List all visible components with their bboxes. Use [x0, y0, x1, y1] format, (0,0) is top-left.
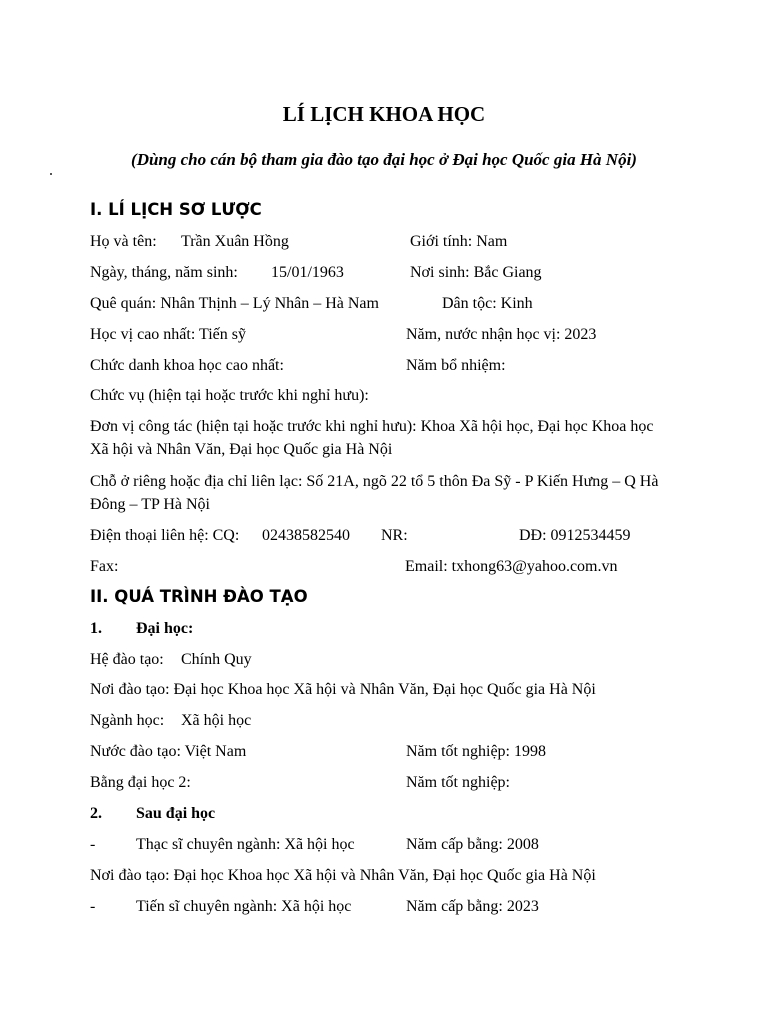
degree-field: Học vị cao nhất: Tiến sỹ [90, 326, 246, 343]
masters-bullet: - [90, 836, 96, 853]
masters-field: Thạc sĩ chuyên ngành: Xã hội học [136, 836, 355, 853]
country-field: Nước đào tạo: Việt Nam [90, 743, 247, 760]
stray-dot [50, 173, 52, 175]
academic-title-field: Chức danh khoa học cao nhất: [90, 357, 284, 374]
postgrad-number: 2. [90, 805, 102, 822]
dob-label: Ngày, tháng, năm sinh: [90, 264, 238, 281]
page-subtitle: (Dùng cho cán bộ tham gia đào tạo đại học ở Đại học Quốc gia Hà Nội) [131, 150, 637, 169]
graduation-year-field: Năm tốt nghiệp: 1998 [406, 743, 546, 760]
phd-year-field: Năm cấp bằng: 2023 [406, 898, 539, 915]
position-field: Chức vụ (hiện tại hoặc trước khi nghỉ hưu): [90, 387, 369, 404]
page-title: LÍ LỊCH KHOA HỌC [282, 102, 486, 126]
second-degree-field: Bằng đại học 2: [90, 774, 191, 791]
workplace-line-1: Đơn vị công tác (hiện tại hoặc trước khi nghỉ hưu): Khoa Xã hội học, Đại học Khoa học [90, 418, 654, 435]
institution-undergrad: Nơi đào tạo: Đại học Khoa học Xã hội và Nhân Văn, Đại học Quốc gia Hà Nội [90, 681, 596, 698]
section-heading-profile: I. LÍ LỊCH SƠ LƯỢC [90, 200, 262, 219]
undergrad-heading: Đại học: [136, 620, 194, 637]
ethnicity-field: Dân tộc: Kinh [442, 295, 533, 312]
section-heading-education: II. QUÁ TRÌNH ĐÀO TẠO [90, 587, 308, 606]
name-value: Trần Xuân Hồng [181, 233, 289, 250]
phone-office: 02438582540 [262, 527, 350, 544]
study-system-value: Chính Quy [181, 651, 252, 668]
second-graduation-year-field: Năm tốt nghiệp: [406, 774, 510, 791]
address-line-2: Đông – TP Hà Nội [90, 496, 210, 513]
masters-year-field: Năm cấp bằng: 2008 [406, 836, 539, 853]
address-line-1: Chỗ ở riêng hoặc địa chỉ liên lạc: Số 21A, ngõ 22 tổ 5 thôn Đa Sỹ - P Kiến Hưng – Q Hà [90, 473, 659, 490]
dob-value: 15/01/1963 [271, 264, 344, 281]
gender-field: Giới tính: Nam [410, 233, 508, 250]
appointed-year-field: Năm bổ nhiệm: [406, 357, 506, 374]
major-value: Xã hội học [181, 712, 252, 729]
hometown-field: Quê quán: Nhân Thịnh – Lý Nhân – Hà Nam [90, 295, 379, 312]
phone-home-label: NR: [381, 527, 408, 544]
phone-label: Điện thoại liên hệ: CQ: [90, 527, 240, 544]
birthplace-field: Nơi sinh: Bắc Giang [410, 264, 542, 281]
name-label: Họ và tên: [90, 233, 157, 250]
degree-year-field: Năm, nước nhận học vị: 2023 [406, 326, 597, 343]
major-label: Ngành học: [90, 712, 165, 729]
phd-field: Tiến sĩ chuyên ngành: Xã hội học [136, 898, 352, 915]
institution-postgrad: Nơi đào tạo: Đại học Khoa học Xã hội và Nhân Văn, Đại học Quốc gia Hà Nội [90, 867, 596, 884]
phone-mobile: DĐ: 0912534459 [519, 527, 631, 544]
undergrad-number: 1. [90, 620, 102, 637]
workplace-line-2: Xã hội và Nhân Văn, Đại học Quốc gia Hà Nội [90, 441, 393, 458]
phd-bullet: - [90, 898, 96, 915]
email-field: Email: txhong63@yahoo.com.vn [405, 558, 618, 575]
fax-field: Fax: [90, 558, 119, 575]
study-system-label: Hệ đào tạo: [90, 651, 164, 668]
postgrad-heading: Sau đại học [136, 805, 216, 822]
